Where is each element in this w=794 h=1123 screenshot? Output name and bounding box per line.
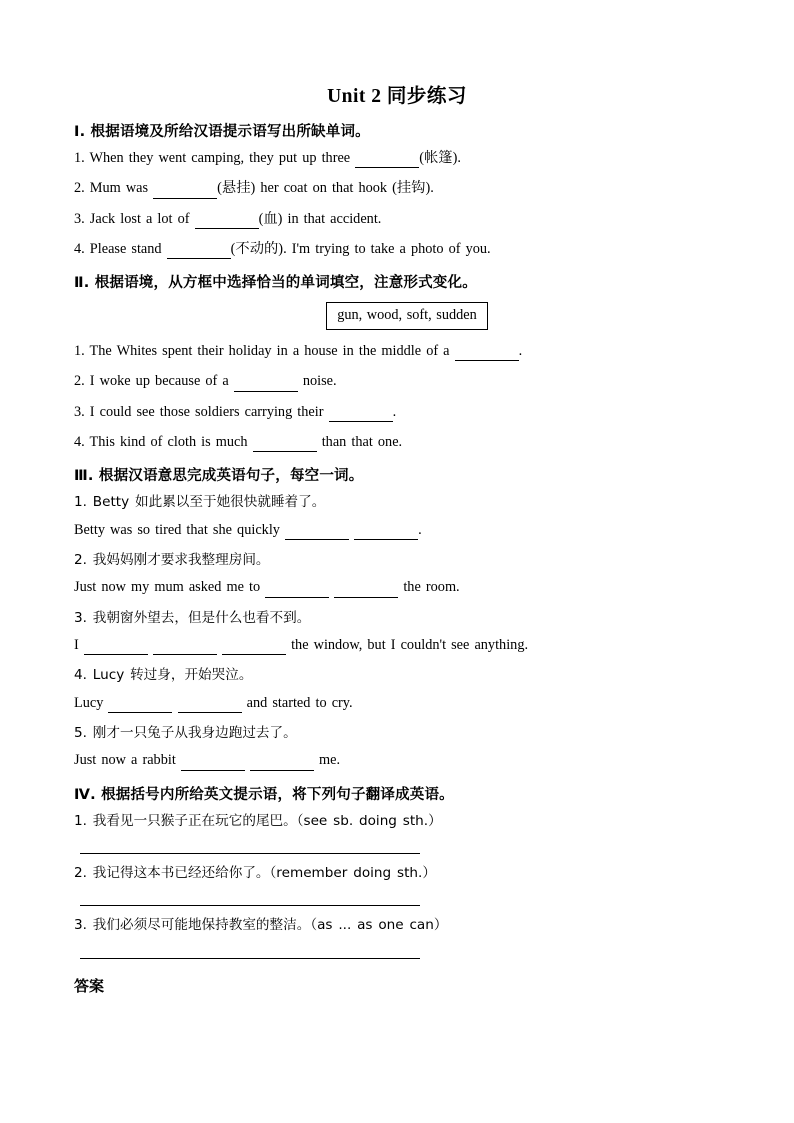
blank-underline[interactable] — [329, 408, 393, 423]
question-text: Betty was so tired that she quickly — [74, 521, 286, 538]
blank-underline[interactable] — [153, 641, 217, 656]
answer-line[interactable] — [80, 944, 420, 959]
question-text-post: (帐篷). — [419, 150, 461, 166]
question-text-post: than that one. — [316, 434, 403, 451]
question-chinese: 3. 我朝窗外望去，但是什么也看不到。 — [74, 609, 311, 626]
question-item — [74, 179, 722, 198]
blank-underline[interactable] — [222, 641, 286, 656]
question-text: I — [74, 637, 84, 653]
question-item — [74, 694, 722, 713]
blank-underline[interactable] — [253, 438, 317, 453]
question-text-post: (悬挂) her coat on that hook (挂钩). — [217, 180, 434, 197]
blank-underline[interactable] — [250, 756, 314, 771]
question-text-post: and started to cry. — [241, 694, 353, 711]
question-text: 4. Please stand — [74, 240, 167, 257]
blank-underline[interactable] — [355, 154, 419, 169]
blank-underline[interactable] — [285, 525, 349, 540]
question-item — [74, 342, 722, 361]
question-text: 1. The Whites spent their holiday in a house in the middle of a — [74, 343, 455, 360]
question-text: Just now my mum asked me to — [74, 579, 266, 596]
page-title: Unit 2 同步练习 — [327, 86, 467, 107]
question-text: 3. I could see those soldiers carrying their — [74, 403, 329, 420]
question-text-post: . — [418, 521, 422, 538]
question-text-post: . — [392, 403, 397, 420]
question-text: 1. When they went camping, they put up three — [74, 150, 356, 166]
translation-prompt: 2. 我记得这本书已经还给你了。（remember doing sth.） — [74, 864, 436, 881]
question-item — [74, 578, 722, 597]
question-text-post: . — [518, 343, 523, 360]
blank-underline[interactable] — [455, 347, 519, 362]
blank-underline[interactable] — [265, 583, 329, 598]
blank-underline[interactable] — [167, 245, 231, 260]
question-item — [74, 751, 722, 770]
blank-underline[interactable] — [354, 525, 418, 540]
answer-line[interactable] — [80, 839, 420, 854]
question-item — [74, 636, 722, 655]
blank-underline[interactable] — [195, 214, 259, 229]
question-text-post: (血) in that accident. — [258, 210, 382, 227]
blank-underline[interactable] — [84, 641, 148, 656]
section-heading-3: Ⅲ. 根据汉语意思完成英语句子，每空一词。 — [74, 468, 364, 485]
blank-underline[interactable] — [178, 698, 242, 713]
question-item — [74, 149, 722, 168]
blank-underline[interactable] — [234, 377, 298, 392]
blank-underline[interactable] — [108, 698, 172, 713]
section-heading-1: Ⅰ. 根据语境及所给汉语提示语写出所缺单词。 — [74, 124, 370, 140]
question-item — [74, 521, 722, 540]
question-text: 3. Jack lost a lot of — [74, 210, 195, 227]
question-chinese: 5. 刚才一只兔子从我身边跑过去了。 — [74, 724, 297, 741]
blank-underline[interactable] — [153, 184, 217, 199]
question-text: 2. I woke up because of a — [74, 373, 234, 390]
question-chinese: 4. Lucy 转过身，开始哭泣。 — [74, 667, 253, 684]
question-item — [74, 240, 722, 259]
question-item — [74, 403, 722, 422]
question-text: Lucy — [74, 694, 109, 711]
section-heading-2: Ⅱ. 根据语境，从方框中选择恰当的单词填空，注意形式变化。 — [74, 275, 477, 292]
question-text: Just now a rabbit — [74, 752, 181, 769]
question-text: 2. Mum was — [74, 180, 154, 197]
question-chinese: 2. 我妈妈刚才要求我整理房间。 — [74, 552, 270, 569]
question-item — [74, 372, 722, 391]
blank-underline[interactable] — [181, 756, 245, 771]
question-text-post: (不动的). I'm trying to take a photo of you. — [230, 240, 491, 257]
translation-prompt: 3. 我们必须尽可能地保持教室的整洁。（as ... as one can） — [74, 917, 448, 934]
question-text-post: the window, but I couldn't see anything. — [286, 637, 529, 653]
blank-underline[interactable] — [334, 583, 398, 598]
question-item — [74, 433, 722, 452]
section-heading-4: Ⅳ. 根据括号内所给英文提示语，将下列句子翻译成英语。 — [74, 786, 454, 803]
translation-prompt: 1. 我看见一只猴子正在玩它的尾巴。（see sb. doing sth.） — [74, 812, 442, 829]
question-text-post: the room. — [398, 579, 460, 596]
answer-line[interactable] — [80, 891, 420, 906]
question-text: 4. This kind of cloth is much — [74, 434, 253, 451]
question-text-post: me. — [313, 752, 341, 769]
question-item — [74, 210, 722, 229]
question-text-post: noise. — [297, 373, 337, 390]
word-bank: gun, wood, soft, sudden — [326, 302, 488, 330]
word-bank-container — [72, 300, 722, 342]
answers-heading: 答案 — [74, 976, 105, 995]
question-chinese: 1. Betty 如此累以至于她很快就睡着了。 — [74, 494, 326, 511]
